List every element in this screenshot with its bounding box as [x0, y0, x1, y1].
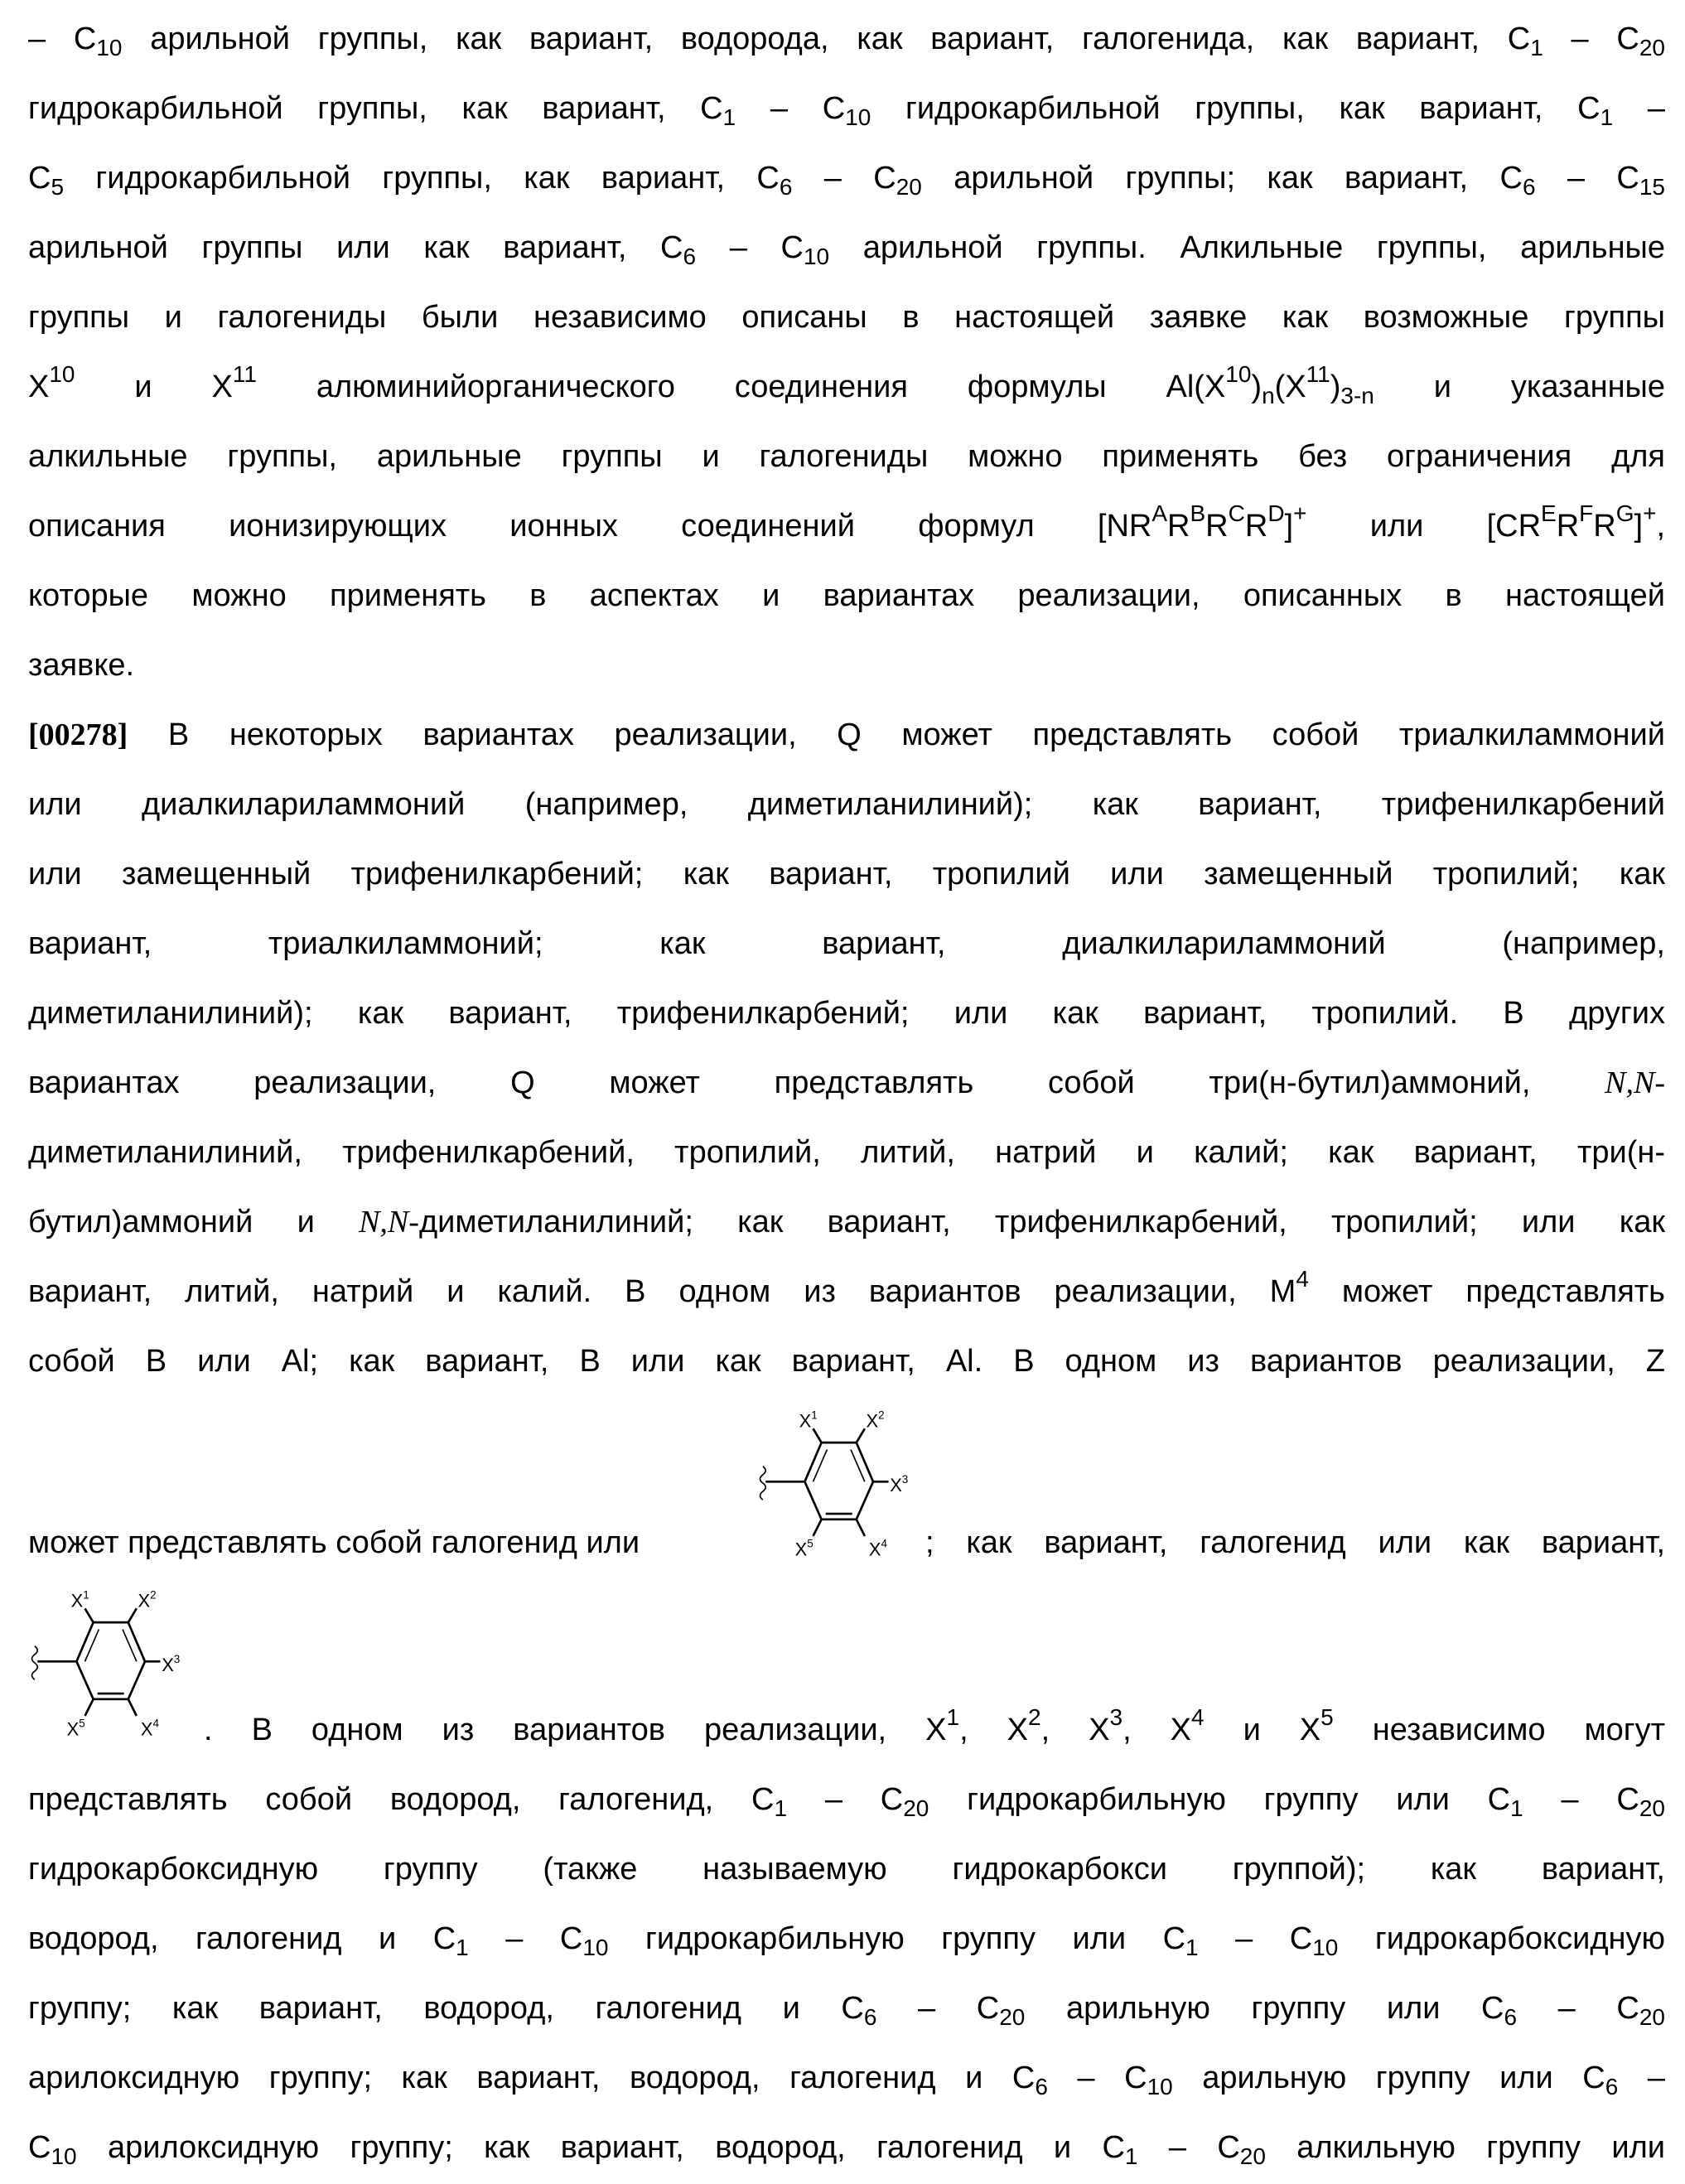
atom-symbol: X — [71, 1591, 84, 1611]
text-run: вариант, триалкиламмоний; как вариант, диалкилариламмоний (например, — [28, 926, 1665, 961]
text-run: диметиланилиний; как вариант, трифенилкарбений, тропилий; или как — [419, 1205, 1665, 1239]
superscript: 10 — [49, 361, 75, 387]
substituent-index: 1 — [83, 1588, 89, 1601]
text-run: и X — [1205, 1713, 1321, 1747]
subscript: 10 — [1312, 1935, 1338, 1960]
substituent-label — [141, 1718, 160, 1738]
subscript: 1 — [1125, 2143, 1138, 2169]
substituent-index: 1 — [811, 1408, 818, 1421]
paragraph-block-top — [28, 4, 1665, 1396]
text-run: , X — [1123, 1713, 1191, 1747]
text-line — [28, 4, 1665, 74]
text-run: В некоторых вариантах реализации, Q может представлять собой триалкиламмоний — [128, 718, 1665, 752]
text-line — [28, 839, 1665, 909]
text-run: арилоксидную группу; как вариант, водород, галогенид и C — [77, 2130, 1125, 2165]
text-run: и указанные — [1374, 370, 1665, 404]
text-line — [28, 700, 1665, 770]
text-run: – C — [1523, 1782, 1639, 1817]
superscript: + — [1293, 500, 1306, 526]
text-run: гидрокарбильной группы, как вариант, C — [871, 91, 1600, 126]
text-run: независимо могут — [1334, 1713, 1665, 1747]
subscript: 6 — [1504, 2004, 1517, 2030]
subscript: 1 — [1530, 35, 1543, 60]
wavy-bond-icon — [760, 1466, 765, 1500]
double-bond-line — [123, 1630, 137, 1662]
substituent-index: 2 — [878, 1408, 885, 1421]
structure-line-2 — [28, 1578, 1665, 1765]
text-run: гидрокарбильной группы, как вариант, C — [64, 161, 780, 196]
subscript: 20 — [1639, 1795, 1665, 1821]
subscript: 20 — [1639, 35, 1665, 60]
ring-bond — [857, 1442, 873, 1481]
double-bond-line — [851, 1450, 865, 1482]
text-run: диметиланилиний); как вариант, трифенилкарбений; или как вариант, тропилий. В других — [28, 996, 1665, 1031]
text-run: – — [1613, 91, 1665, 126]
text-line — [28, 283, 1665, 352]
text-line — [28, 2113, 1665, 2182]
text-run: R — [1167, 509, 1190, 544]
text-run: гидрокарбоксидную группу (также называемую гидрокарбокси группой); как вариант, — [28, 1852, 1665, 1887]
text-run: арильной группы, как вариант, водорода, как вариант, галогенида, как вариант, C — [122, 22, 1530, 56]
text-line — [28, 1257, 1665, 1326]
superscript: B — [1190, 500, 1205, 526]
text-run: – C — [1536, 161, 1639, 196]
superscript: 11 — [1306, 361, 1330, 387]
pentasubstituted-phenyl-structure — [749, 1408, 926, 1558]
text-line — [28, 770, 1665, 839]
text-run: – C — [792, 161, 896, 196]
superscript: 5 — [1320, 1704, 1334, 1730]
atom-symbol: X — [799, 1411, 812, 1432]
ring-bond — [76, 1661, 93, 1698]
subscript: 6 — [1523, 174, 1536, 200]
text-run: алкильные группы, арильные группы и галогениды можно применять без ограничения для — [28, 439, 1665, 474]
text-run: – C — [1517, 1991, 1639, 2026]
ring-bond — [804, 1481, 821, 1519]
text-line — [28, 143, 1665, 213]
text-run: арильную группу или C — [1173, 2061, 1605, 2095]
document-page — [28, 4, 1665, 2182]
atom-symbol: X — [795, 1539, 808, 1558]
text-run: арильной группы; как вариант, C — [922, 161, 1523, 196]
text-run: вариантах реализации, Q может представлять собой три(н-бутил)аммоний, — [28, 1065, 1605, 1100]
text-run: которые можно применять в аспектах и вариантах реализации, описанных в настоящей — [28, 578, 1665, 613]
paragraph-number: [00278] — [28, 718, 128, 752]
text-run: – C — [876, 1991, 999, 2026]
text-line — [28, 1118, 1665, 1187]
text-after-structure — [204, 1695, 1665, 1765]
text-run: арилоксидную группу; как вариант, водород, галогенид и C — [28, 2061, 1035, 2095]
text-run: или [CR — [1306, 509, 1541, 544]
text-run: , X — [1041, 1713, 1110, 1747]
text-run: – C — [696, 230, 804, 265]
atom-symbol: X — [67, 1719, 80, 1738]
text-run: , X — [959, 1713, 1028, 1747]
subscript: 10 — [1147, 2074, 1173, 2099]
substituent-index: 5 — [79, 1718, 85, 1730]
bond — [85, 1608, 94, 1622]
ring-bond — [76, 1622, 93, 1661]
text-line — [28, 491, 1665, 561]
subscript: 1 — [1510, 1795, 1523, 1821]
subscript: 6 — [683, 244, 697, 269]
text-before-structure — [28, 1508, 640, 1578]
bond — [857, 1520, 865, 1536]
text-line — [28, 978, 1665, 1048]
substituent-index: 3 — [174, 1653, 181, 1665]
text-line — [28, 1904, 1665, 1974]
text-run: арильной группы или как вариант, C — [28, 230, 683, 265]
text-line — [28, 2043, 1665, 2113]
text-run: может представлять собой галогенид или — [28, 1525, 640, 1560]
text-run: и X — [75, 370, 233, 404]
text-line — [28, 1048, 1665, 1118]
subscript: 10 — [845, 104, 871, 130]
text-line — [28, 631, 1665, 700]
superscript: F — [1579, 500, 1593, 526]
subscript: 20 — [999, 2004, 1025, 2030]
atom-symbol: X — [890, 1475, 902, 1495]
text-run: группы и галогениды были независимо описаны в настоящей заявке как возможные группы — [28, 300, 1665, 335]
superscript: C — [1229, 500, 1245, 526]
subscript: 20 — [896, 174, 922, 200]
subscript: 6 — [864, 2004, 877, 2030]
text-run: – C — [469, 1921, 583, 1956]
text-run: алкильную группу или — [1266, 2130, 1665, 2165]
subscript: 6 — [1035, 2074, 1048, 2099]
superscript: 11 — [233, 361, 257, 387]
text-run: – — [1618, 2061, 1665, 2095]
superscript: 3 — [1109, 1704, 1123, 1730]
text-run: X — [28, 370, 49, 404]
substituent-label — [867, 1408, 885, 1431]
subscript: 1 — [456, 1935, 469, 1960]
bond — [128, 1608, 137, 1622]
subscript: 3-n — [1340, 383, 1374, 408]
text-run: представлять собой водород, галогенид, C — [28, 1782, 774, 1817]
subscript: 10 — [96, 35, 122, 60]
atom-symbol: X — [867, 1411, 879, 1432]
text-run: C — [28, 161, 51, 196]
text-run: или замещенный трифенилкарбений; как вариант, тропилий или замещенный тропилий; как — [28, 857, 1665, 891]
text-run: , — [1656, 509, 1665, 544]
substituent-label — [890, 1473, 908, 1495]
superscript: 1 — [946, 1704, 959, 1730]
subscript: 20 — [1639, 2004, 1665, 2030]
subscript: 1 — [774, 1795, 787, 1821]
bond — [814, 1520, 822, 1536]
double-bond-line — [814, 1450, 828, 1482]
superscript: 4 — [1296, 1266, 1309, 1292]
superscript: 2 — [1028, 1704, 1041, 1730]
text-run: может представлять — [1309, 1274, 1665, 1309]
text-run: R — [1205, 509, 1228, 544]
text-run: . В одном из вариантов реализации, X — [204, 1713, 946, 1747]
subscript: 6 — [1605, 2074, 1619, 2099]
text-run: диметиланилиний, трифенилкарбений, тропилий, литий, натрий и калий; как вариант, три(н- — [28, 1135, 1665, 1170]
text-line — [28, 1765, 1665, 1834]
subscript: 1 — [1601, 104, 1614, 130]
substituent-label — [799, 1408, 818, 1431]
text-after-structure — [925, 1508, 1665, 1578]
text-line — [28, 909, 1665, 978]
bond — [857, 1428, 865, 1442]
text-run: заявке. — [28, 648, 134, 683]
pentasubstituted-phenyl-structure — [21, 1587, 198, 1738]
text-run: R — [1245, 509, 1267, 544]
text-run: – C — [736, 91, 845, 126]
subscript: 6 — [780, 174, 793, 200]
text-run: R — [1557, 509, 1579, 544]
text-run: гидрокарбильную группу или C — [929, 1782, 1510, 1817]
atom-symbol: X — [869, 1539, 881, 1558]
text-run: ) — [1330, 370, 1341, 404]
text-run: ) — [1251, 370, 1262, 404]
structure-line-1 — [28, 1396, 1665, 1578]
superscript: + — [1643, 500, 1656, 526]
substituent-label — [138, 1588, 157, 1611]
text-run: ] — [1634, 509, 1644, 544]
substituent-index: 4 — [153, 1718, 160, 1730]
superscript: 4 — [1191, 1704, 1205, 1730]
text-run: бутил)аммоний и — [28, 1205, 359, 1239]
text-run: или диалкилариламмоний (например, диметиланилиний); как вариант, трифенилкарбений — [28, 787, 1665, 822]
ring-bond — [857, 1481, 873, 1519]
atom-symbol: X — [138, 1591, 151, 1611]
substituent-index: 4 — [881, 1538, 888, 1550]
atom-symbol: X — [141, 1719, 153, 1738]
superscript: A — [1151, 500, 1167, 526]
paragraph-block-bottom — [28, 1765, 1665, 2182]
text-run: – C — [1048, 2061, 1147, 2095]
text-line — [28, 352, 1665, 422]
wavy-bond-icon — [31, 1646, 37, 1679]
substituent-label — [162, 1653, 180, 1675]
superscript: E — [1541, 500, 1557, 526]
text-run: гидрокарбильной группы, как вариант, C — [28, 91, 723, 126]
text-run: арильную группу или C — [1025, 1991, 1504, 2026]
text-run: вариант, литий, натрий и калий. В одном из вариантов реализации, M — [28, 1274, 1296, 1309]
subscript: 10 — [51, 2143, 76, 2169]
subscript: 20 — [1240, 2143, 1266, 2169]
text-run: группу; как вариант, водород, галогенид и C — [28, 1991, 864, 2026]
text-line — [28, 1187, 1665, 1257]
bond — [128, 1699, 137, 1716]
text-line — [28, 422, 1665, 491]
substituent-index: 5 — [807, 1538, 814, 1550]
text-run: водород, галогенид и C — [28, 1921, 456, 1956]
text-run: R — [1593, 509, 1615, 544]
substituent-label — [67, 1718, 85, 1738]
bond — [814, 1428, 822, 1442]
substituent-label — [869, 1538, 888, 1558]
text-run: – C — [1199, 1921, 1313, 1956]
bond — [85, 1699, 94, 1716]
text-run: – C — [1543, 22, 1639, 56]
ring-bond — [804, 1442, 821, 1481]
text-run: (X — [1275, 370, 1306, 404]
text-run: – C — [1137, 2130, 1239, 2165]
superscript: D — [1267, 500, 1284, 526]
subscript: n — [1262, 383, 1275, 408]
text-run: собой B или Al; как вариант, B или как вариант, Al. В одном из вариантов реализации, Z — [28, 1344, 1665, 1379]
text-run: N,N- — [359, 1205, 419, 1239]
text-run: – C — [787, 1782, 903, 1817]
subscript: 10 — [804, 244, 829, 269]
substituent-index: 3 — [902, 1473, 909, 1486]
text-run: N,N- — [1605, 1065, 1665, 1100]
text-run: C — [28, 2130, 51, 2165]
text-run: арильной группы. Алкильные группы, арильные — [829, 230, 1665, 265]
text-run: – C — [28, 22, 96, 56]
text-run: ] — [1285, 509, 1294, 544]
text-line — [28, 561, 1665, 631]
text-run: гидрокарбильную группу или C — [609, 1921, 1186, 1956]
text-run: алюминийорганического соединения формулы Al(X — [257, 370, 1225, 404]
subscript: 5 — [51, 174, 64, 200]
text-line — [28, 1974, 1665, 2043]
substituent-label — [71, 1588, 89, 1611]
text-run: гидрокарбоксидную — [1338, 1921, 1665, 1956]
subscript: 1 — [723, 104, 736, 130]
substituent-index: 2 — [150, 1588, 157, 1601]
subscript: 15 — [1639, 174, 1665, 200]
superscript: G — [1616, 500, 1634, 526]
text-line — [28, 1326, 1665, 1396]
ring-bond — [128, 1622, 145, 1661]
ring-bond — [128, 1661, 145, 1698]
subscript: 20 — [903, 1795, 929, 1821]
text-line — [28, 1834, 1665, 1904]
subscript: 10 — [582, 1935, 608, 1960]
text-line — [28, 74, 1665, 143]
superscript: 10 — [1225, 361, 1251, 387]
double-bond-line — [85, 1630, 99, 1662]
atom-symbol: X — [162, 1655, 174, 1675]
subscript: 1 — [1185, 1935, 1199, 1960]
text-run: ; как вариант, галогенид или как вариант, — [925, 1525, 1665, 1560]
text-line — [28, 213, 1665, 283]
substituent-label — [795, 1538, 814, 1558]
text-run: описания ионизирующих ионных соединений формул [NR — [28, 509, 1151, 544]
